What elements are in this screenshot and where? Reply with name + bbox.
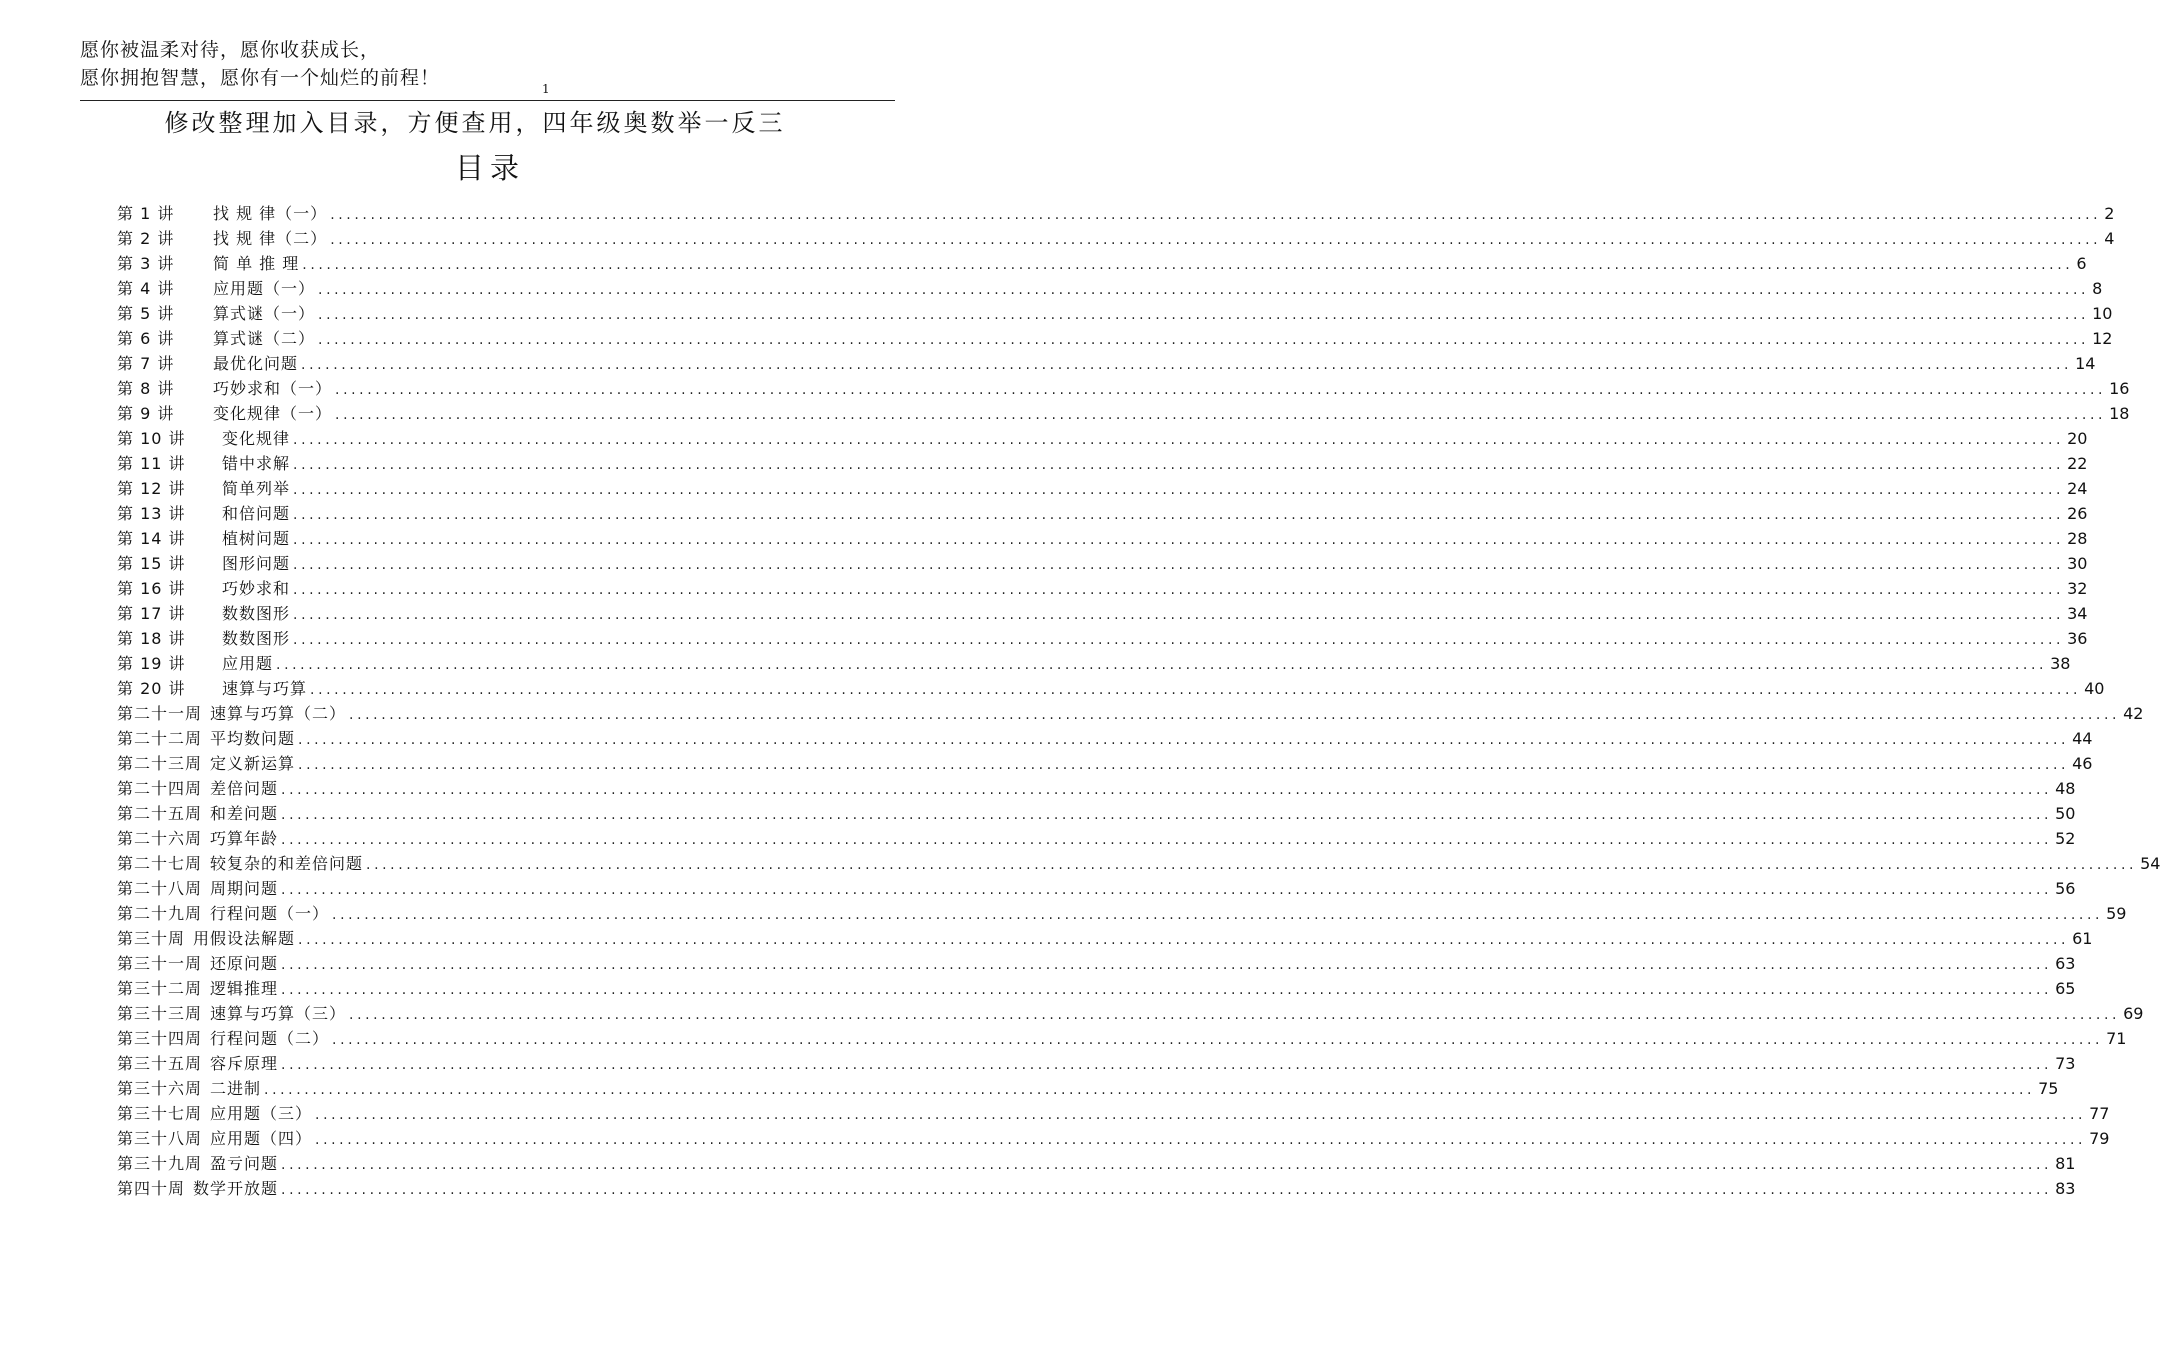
toc-dot-leader: ............................................................................................................................................................................................................................	[293, 582, 2065, 598]
toc-entry-title: 找 规 律（一）	[213, 204, 328, 223]
toc-dot-leader: ............................................................................................................................................................................................................................	[293, 507, 2065, 523]
toc-dot-leader: ............................................................................................................................................................................................................................	[281, 1157, 2053, 1173]
toc-entry-page: 28	[2067, 529, 2088, 548]
toc-entry-title: 用假设法解题	[193, 929, 296, 948]
toc-entry-title: 简单列举	[222, 479, 291, 498]
toc-entry-label: 第 17 讲	[117, 604, 186, 623]
toc-entry-page: 24	[2067, 479, 2088, 498]
toc-entry-label: 第三十五周	[117, 1054, 203, 1073]
toc-entry[interactable]	[117, 551, 2088, 576]
toc-dot-leader: ............................................................................................................................................................................................................................	[310, 682, 2082, 698]
toc-entry-label: 第三十三周	[117, 1004, 203, 1023]
toc-dot-leader: ............................................................................................................................................................................................................................	[281, 957, 2053, 973]
toc-entry-page: 52	[2055, 829, 2076, 848]
toc-entry-title: 植树问题	[222, 529, 291, 548]
toc-entry-page: 20	[2067, 429, 2088, 448]
toc-entry-page: 6	[2076, 254, 2087, 273]
toc-dot-leader: ............................................................................................................................................................................................................................	[276, 657, 2048, 673]
toc-entry-label: 第三十一周	[117, 954, 203, 973]
toc-entry-label: 第三十七周	[117, 1104, 203, 1123]
toc-entry[interactable]	[117, 451, 2088, 476]
toc-entry[interactable]	[117, 1001, 2144, 1026]
toc-entry-label: 第三十九周	[117, 1154, 203, 1173]
toc-dot-leader: ............................................................................................................................................................................................................................	[293, 432, 2065, 448]
toc-entry-page: 75	[2038, 1079, 2059, 1098]
toc-entry-page: 18	[2109, 404, 2130, 423]
toc-dot-leader: ............................................................................................................................................................................................................................	[281, 1182, 2053, 1198]
toc-dot-leader: ............................................................................................................................................................................................................................	[349, 707, 2121, 723]
toc-entry[interactable]	[117, 1176, 2076, 1201]
toc-entry-label: 第 15 讲	[117, 554, 186, 573]
toc-entry-label: 第 20 讲	[117, 679, 186, 698]
toc-dot-leader: ............................................................................................................................................................................................................................	[298, 757, 2070, 773]
toc-dot-leader: ............................................................................................................................................................................................................................	[281, 782, 2053, 798]
toc-entry-page: 44	[2072, 729, 2093, 748]
toc-entry-page: 50	[2055, 804, 2076, 823]
toc-entry-page: 83	[2055, 1179, 2076, 1198]
toc-entry-title: 逻辑推理	[210, 979, 279, 998]
toc-entry-page: 73	[2055, 1054, 2076, 1073]
toc-entry-title: 二进制	[210, 1079, 262, 1098]
toc-entry[interactable]	[117, 526, 2088, 551]
toc-entry-label: 第四十周	[117, 1179, 186, 1198]
toc-entry-title: 应用题	[222, 654, 274, 673]
toc-entry[interactable]	[117, 226, 2115, 251]
toc-entry-title: 变化规律	[222, 429, 291, 448]
table-of-contents	[117, 201, 2160, 1201]
toc-entry[interactable]	[117, 1026, 2127, 1051]
toc-entry-page: 40	[2084, 679, 2105, 698]
toc-entry-label: 第 13 讲	[117, 504, 186, 523]
toc-entry-page: 22	[2067, 454, 2088, 473]
header-motto-line-1: 愿你被温柔对待，愿你收获成长，	[80, 39, 381, 61]
toc-entry-page: 34	[2067, 604, 2088, 623]
toc-entry-page: 4	[2104, 229, 2115, 248]
toc-entry-label: 第 8 讲	[117, 379, 175, 398]
toc-dot-leader: ............................................................................................................................................................................................................................	[298, 732, 2070, 748]
toc-entry-title: 周期问题	[210, 879, 279, 898]
toc-entry-label: 第 7 讲	[117, 354, 175, 373]
toc-entry[interactable]	[117, 476, 2088, 501]
toc-entry[interactable]	[117, 676, 2105, 701]
toc-entry-page: 54	[2140, 854, 2160, 873]
toc-entry-page: 32	[2067, 579, 2088, 598]
page-header	[80, 36, 895, 101]
toc-dot-leader: ............................................................................................................................................................................................................................	[330, 232, 2102, 248]
toc-dot-leader: ............................................................................................................................................................................................................................	[281, 832, 2053, 848]
toc-entry-title: 速算与巧算	[222, 679, 308, 698]
toc-entry-title: 最优化问题	[213, 354, 299, 373]
toc-entry-title: 平均数问题	[210, 729, 296, 748]
toc-entry[interactable]	[117, 276, 2103, 301]
toc-entry[interactable]	[117, 426, 2088, 451]
toc-entry-label: 第三十八周	[117, 1129, 203, 1148]
toc-entry-label: 第 3 讲	[117, 254, 175, 273]
toc-entry-page: 36	[2067, 629, 2088, 648]
toc-entry-page: 56	[2055, 879, 2076, 898]
toc-dot-leader: ............................................................................................................................................................................................................................	[281, 807, 2053, 823]
toc-entry[interactable]	[117, 651, 2071, 676]
toc-dot-leader: ............................................................................................................................................................................................................................	[293, 607, 2065, 623]
toc-entry[interactable]	[117, 1126, 2110, 1151]
toc-entry-page: 63	[2055, 954, 2076, 973]
toc-entry-page: 16	[2109, 379, 2130, 398]
toc-entry-title: 差倍问题	[210, 779, 279, 798]
toc-entry-label: 第二十六周	[117, 829, 203, 848]
toc-entry-label: 第三十四周	[117, 1029, 203, 1048]
toc-entry[interactable]	[117, 1151, 2076, 1176]
toc-entry-page: 69	[2123, 1004, 2144, 1023]
toc-entry-page: 2	[2104, 204, 2115, 223]
toc-entry-label: 第三十周	[117, 929, 186, 948]
toc-entry[interactable]	[117, 826, 2076, 851]
toc-entry[interactable]	[117, 326, 2113, 351]
toc-entry[interactable]	[117, 376, 2130, 401]
toc-entry-label: 第 5 讲	[117, 304, 175, 323]
toc-entry[interactable]	[117, 926, 2093, 951]
toc-dot-leader: ............................................................................................................................................................................................................................	[318, 307, 2090, 323]
toc-dot-leader: ............................................................................................................................................................................................................................	[318, 332, 2090, 348]
toc-entry-label: 第 6 讲	[117, 329, 175, 348]
toc-entry-page: 30	[2067, 554, 2088, 573]
toc-entry-label: 第 16 讲	[117, 579, 186, 598]
toc-dot-leader: ............................................................................................................................................................................................................................	[349, 1007, 2121, 1023]
toc-dot-leader: ............................................................................................................................................................................................................................	[281, 982, 2053, 998]
toc-entry-page: 10	[2092, 304, 2113, 323]
toc-entry-page: 8	[2092, 279, 2103, 298]
toc-entry-label: 第三十六周	[117, 1079, 203, 1098]
toc-entry[interactable]	[117, 201, 2115, 226]
toc-dot-leader: ............................................................................................................................................................................................................................	[332, 1032, 2104, 1048]
toc-entry-title: 算式谜（一）	[213, 304, 316, 323]
toc-entry-page: 14	[2075, 354, 2096, 373]
toc-entry-label: 第二十一周	[117, 704, 203, 723]
toc-entry-title: 应用题（四）	[210, 1129, 313, 1148]
toc-entry-page: 48	[2055, 779, 2076, 798]
toc-dot-leader: ............................................................................................................................................................................................................................	[302, 257, 2074, 273]
toc-entry-page: 42	[2123, 704, 2144, 723]
toc-entry-page: 12	[2092, 329, 2113, 348]
toc-entry-label: 第 2 讲	[117, 229, 175, 248]
toc-entry[interactable]	[117, 626, 2088, 651]
document-title: 修改整理加入目录，方便查用，四年级奥数举一反三	[164, 109, 786, 137]
toc-entry[interactable]	[117, 1051, 2076, 1076]
toc-entry-title: 巧妙求和（一）	[213, 379, 333, 398]
toc-entry-page: 77	[2089, 1104, 2110, 1123]
toc-entry-title: 错中求解	[222, 454, 291, 473]
toc-dot-leader: ............................................................................................................................................................................................................................	[330, 207, 2102, 223]
toc-dot-leader: ............................................................................................................................................................................................................................	[281, 1057, 2053, 1073]
toc-entry-label: 第 4 讲	[117, 279, 175, 298]
toc-entry-title: 应用题（三）	[210, 1104, 313, 1123]
toc-dot-leader: ............................................................................................................................................................................................................................	[335, 382, 2107, 398]
toc-entry-label: 第二十二周	[117, 729, 203, 748]
toc-entry[interactable]	[117, 751, 2093, 776]
toc-entry-title: 找 规 律（二）	[213, 229, 328, 248]
toc-entry[interactable]	[117, 876, 2076, 901]
toc-entry[interactable]	[117, 501, 2088, 526]
toc-entry-title: 应用题（一）	[213, 279, 316, 298]
toc-entry-title: 还原问题	[210, 954, 279, 973]
toc-entry-title: 图形问题	[222, 554, 291, 573]
toc-entry[interactable]	[117, 776, 2076, 801]
toc-entry-page: 38	[2050, 654, 2071, 673]
toc-entry-title: 定义新运算	[210, 754, 296, 773]
toc-entry-label: 第三十二周	[117, 979, 203, 998]
page-number: 1	[542, 82, 550, 96]
toc-entry-title: 变化规律（一）	[213, 404, 333, 423]
toc-entry-page: 59	[2106, 904, 2127, 923]
toc-entry-label: 第二十八周	[117, 879, 203, 898]
toc-entry[interactable]	[117, 726, 2093, 751]
toc-entry[interactable]	[117, 251, 2087, 276]
toc-entry[interactable]	[117, 351, 2096, 376]
toc-entry[interactable]	[117, 851, 2160, 876]
toc-entry-title: 速算与巧算（三）	[210, 1004, 347, 1023]
toc-entry-page: 61	[2072, 929, 2093, 948]
toc-dot-leader: ............................................................................................................................................................................................................................	[332, 907, 2104, 923]
toc-entry-title: 较复杂的和差倍问题	[210, 854, 364, 873]
toc-entry-page: 65	[2055, 979, 2076, 998]
toc-entry-label: 第二十四周	[117, 779, 203, 798]
toc-dot-leader: ............................................................................................................................................................................................................................	[318, 282, 2090, 298]
toc-entry[interactable]	[117, 801, 2076, 826]
toc-entry-label: 第 12 讲	[117, 479, 186, 498]
toc-entry-title: 数数图形	[222, 629, 291, 648]
toc-entry[interactable]	[117, 301, 2113, 326]
toc-entry-page: 71	[2106, 1029, 2127, 1048]
toc-entry-title: 和差问题	[210, 804, 279, 823]
toc-dot-leader: ............................................................................................................................................................................................................................	[293, 457, 2065, 473]
toc-dot-leader: ............................................................................................................................................................................................................................	[293, 557, 2065, 573]
toc-dot-leader: ............................................................................................................................................................................................................................	[293, 632, 2065, 648]
toc-entry-page: 46	[2072, 754, 2093, 773]
toc-dot-leader: ............................................................................................................................................................................................................................	[315, 1132, 2087, 1148]
toc-dot-leader: ............................................................................................................................................................................................................................	[335, 407, 2107, 423]
toc-dot-leader: ............................................................................................................................................................................................................................	[366, 857, 2138, 873]
toc-entry-title: 盈亏问题	[210, 1154, 279, 1173]
toc-entry[interactable]	[117, 901, 2127, 926]
toc-entry-label: 第 14 讲	[117, 529, 186, 548]
toc-entry-title: 简 单 推 理	[213, 254, 300, 273]
toc-entry-title: 数数图形	[222, 604, 291, 623]
toc-entry-label: 第二十七周	[117, 854, 203, 873]
toc-dot-leader: ............................................................................................................................................................................................................................	[315, 1107, 2087, 1123]
toc-entry[interactable]	[117, 401, 2130, 426]
toc-entry-title: 行程问题（二）	[210, 1029, 330, 1048]
toc-entry-title: 和倍问题	[222, 504, 291, 523]
toc-entry[interactable]	[117, 1101, 2110, 1126]
toc-entry-label: 第二十三周	[117, 754, 203, 773]
toc-entry-label: 第二十九周	[117, 904, 203, 923]
toc-dot-leader: ............................................................................................................................................................................................................................	[301, 357, 2073, 373]
header-motto-line-2: 愿你拥抱智慧，愿你有一个灿烂的前程！	[80, 67, 441, 89]
toc-entry-title: 数学开放题	[193, 1179, 279, 1198]
toc-entry-label: 第 11 讲	[117, 454, 186, 473]
toc-entry-title: 速算与巧算（二）	[210, 704, 347, 723]
toc-entry[interactable]	[117, 701, 2144, 726]
toc-entry[interactable]	[117, 576, 2088, 601]
toc-entry-title: 巧妙求和	[222, 579, 291, 598]
toc-dot-leader: ............................................................................................................................................................................................................................	[298, 932, 2070, 948]
toc-heading: 目录	[454, 151, 525, 185]
toc-entry-page: 26	[2067, 504, 2088, 523]
toc-dot-leader: ............................................................................................................................................................................................................................	[293, 482, 2065, 498]
toc-entry-label: 第 9 讲	[117, 404, 175, 423]
toc-entry[interactable]	[117, 1076, 2059, 1101]
toc-entry-label: 第 1 讲	[117, 204, 175, 223]
toc-entry[interactable]	[117, 951, 2076, 976]
toc-dot-leader: ............................................................................................................................................................................................................................	[293, 532, 2065, 548]
toc-entry[interactable]	[117, 976, 2076, 1001]
toc-dot-leader: ............................................................................................................................................................................................................................	[264, 1082, 2036, 1098]
toc-entry-page: 79	[2089, 1129, 2110, 1148]
toc-entry-label: 第二十五周	[117, 804, 203, 823]
toc-entry-label: 第 19 讲	[117, 654, 186, 673]
toc-entry-label: 第 10 讲	[117, 429, 186, 448]
toc-entry-title: 算式谜（二）	[213, 329, 316, 348]
toc-entry-page: 81	[2055, 1154, 2076, 1173]
toc-entry[interactable]	[117, 601, 2088, 626]
toc-entry-title: 容斥原理	[210, 1054, 279, 1073]
toc-entry-title: 行程问题（一）	[210, 904, 330, 923]
toc-entry-title: 巧算年龄	[210, 829, 279, 848]
toc-dot-leader: ............................................................................................................................................................................................................................	[281, 882, 2053, 898]
toc-entry-label: 第 18 讲	[117, 629, 186, 648]
